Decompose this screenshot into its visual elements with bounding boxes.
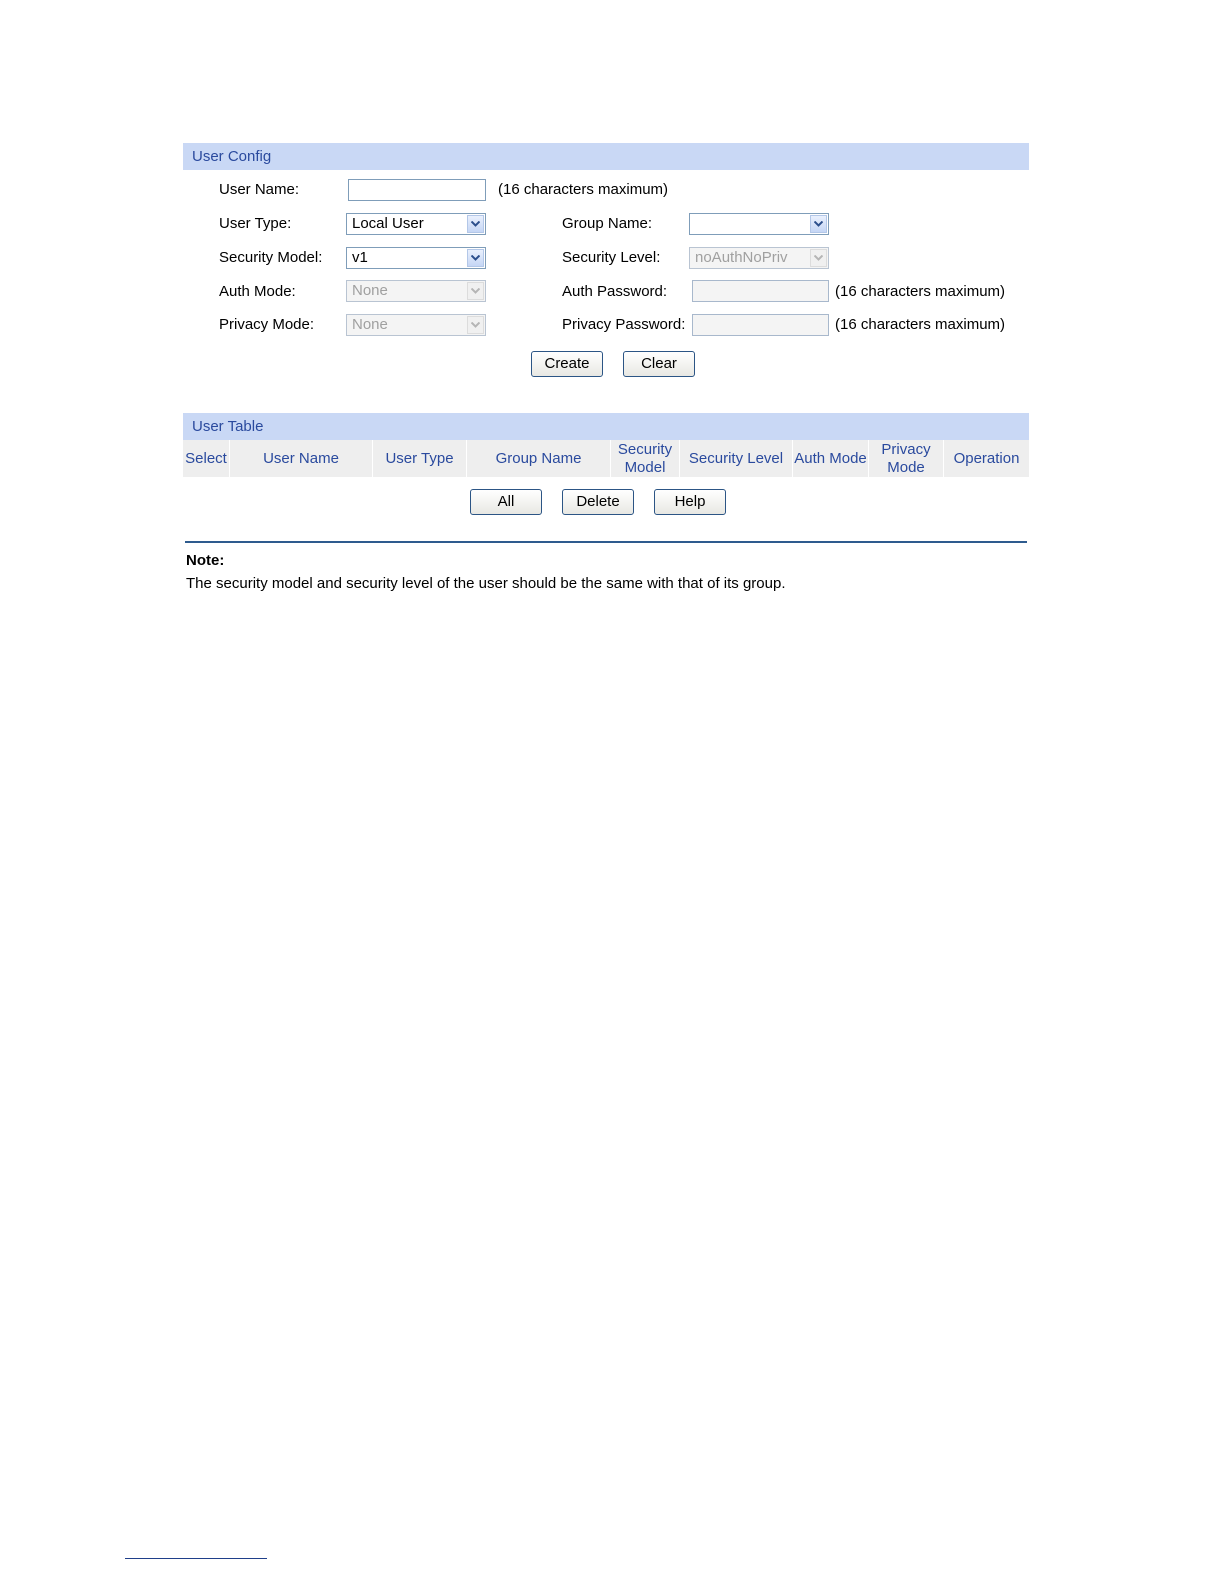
group-name-select[interactable] xyxy=(689,213,829,235)
auth-password-label: Auth Password: xyxy=(562,283,668,300)
security-level-value: noAuthNoPriv xyxy=(695,249,788,266)
privacy-password-label: Privacy Password: xyxy=(562,316,686,333)
user-config-header: User Config xyxy=(183,143,1029,170)
security-model-select[interactable] xyxy=(346,247,486,269)
user-name-label: User Name: xyxy=(219,181,300,198)
auth-mode-label: Auth Mode: xyxy=(219,283,296,300)
column-header-select: Select xyxy=(183,440,230,477)
user-name-input[interactable] xyxy=(348,179,486,201)
privacy-password-input xyxy=(692,314,829,336)
user-type-select[interactable] xyxy=(346,213,486,235)
note-title: Note: xyxy=(186,552,225,569)
security-level-label: Security Level: xyxy=(562,249,661,266)
clear-button[interactable]: Clear xyxy=(623,351,695,377)
column-header-privacy-mode: Privacy Mode xyxy=(869,440,944,477)
chevron-down-icon[interactable] xyxy=(467,249,484,267)
create-button[interactable]: Create xyxy=(531,351,603,377)
delete-button[interactable]: Delete xyxy=(562,489,634,515)
chevron-down-icon[interactable] xyxy=(810,215,827,233)
chevron-down-icon xyxy=(467,282,484,300)
user-type-label: User Type: xyxy=(219,215,292,232)
column-header-user-name: User Name xyxy=(230,440,373,477)
privacy-password-hint: (16 characters maximum) xyxy=(835,316,1006,333)
column-header-security-model: Security Model xyxy=(611,440,680,477)
chevron-down-icon[interactable] xyxy=(467,215,484,233)
auth-password-hint: (16 characters maximum) xyxy=(835,283,1006,300)
group-name-label: Group Name: xyxy=(562,215,653,232)
select-all-button[interactable]: All xyxy=(470,489,542,515)
user-type-value: Local User xyxy=(352,215,424,232)
privacy-mode-label: Privacy Mode: xyxy=(219,316,315,333)
chevron-down-icon xyxy=(467,316,484,334)
column-header-auth-mode: Auth Mode xyxy=(793,440,869,477)
privacy-mode-select xyxy=(346,314,486,336)
chevron-down-icon xyxy=(810,249,827,267)
user-name-hint: (16 characters maximum) xyxy=(498,181,669,198)
auth-mode-select xyxy=(346,280,486,302)
security-model-value: v1 xyxy=(352,249,368,266)
auth-mode-value: None xyxy=(352,282,388,299)
column-header-user-type: User Type xyxy=(373,440,467,477)
footer-divider xyxy=(125,1558,267,1559)
column-header-operation: Operation xyxy=(953,449,1020,467)
user-table-column-headers xyxy=(183,440,1029,477)
column-header-security-level: Security Level xyxy=(680,440,793,477)
column-header-group-name: Group Name xyxy=(467,440,611,477)
help-button[interactable]: Help xyxy=(654,489,726,515)
note-divider xyxy=(185,541,1027,543)
security-level-select xyxy=(689,247,829,269)
user-table-header: User Table xyxy=(183,413,1029,440)
auth-password-input xyxy=(692,280,829,302)
privacy-mode-value: None xyxy=(352,316,388,333)
note-text: The security model and security level of the user should be the same with that of its group. xyxy=(186,575,786,592)
security-model-label: Security Model: xyxy=(219,249,323,266)
